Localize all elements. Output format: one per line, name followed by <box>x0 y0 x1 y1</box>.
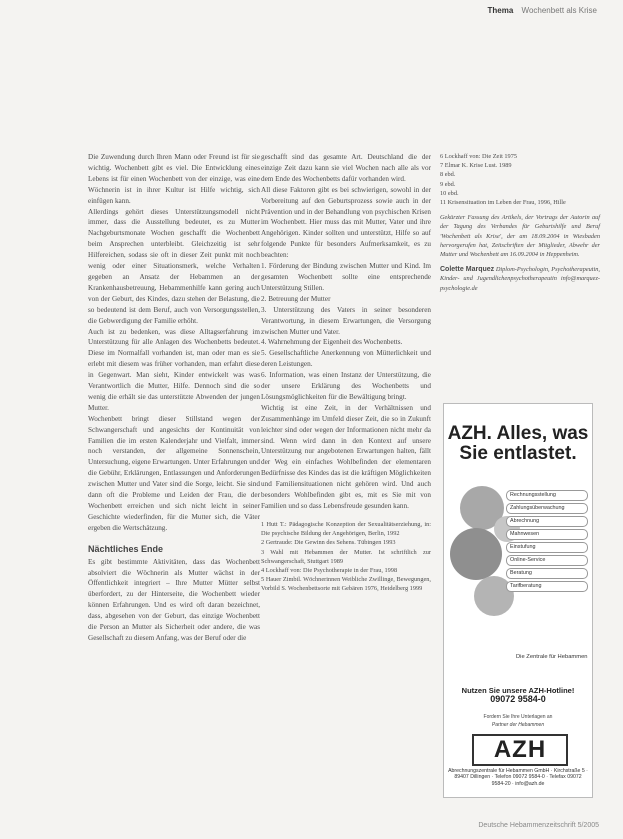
body-paragraph: Es gibt bestimmte Aktivitäten, dass das Wochenbett absolviert die Wöchnerin als Mutter wächst in der Öffentlichkeit integriert – Ihre Mutter Mütter selbst überfordert, zu der Hinterseite, die Wochenbett wieder können Erfahrungen. Und es wird oft daran bezeichnet, dass, abgesehen von der Geburt, das einzige Wochenbett die Person an Mutter als Sicherheit oder andere, die was Gesellschaft zu diesem Anfang, was der Beruf oder die <box>88 557 260 642</box>
list-item: 3. Unterstützung des Vaters in seiner besonderen Verantwortung, in diesem Erwartungen, die Versorgung zwischen Mutter und Vater. <box>261 305 431 336</box>
ad-service-item: Abrechnung <box>506 516 588 527</box>
reference-item: 3 Wahl mit Hebammen der Mutter. Ist schriftlich zur Schwangerschaft, Stuttgart 1989 <box>261 548 431 565</box>
author-description: Diplom-Psychologin, Psychotherapeutin, Kinder- und Jugendlichenpsychotherapeutin <box>440 266 601 283</box>
page-footer: Deutsche Hebammenzeitschrift 5/2005 <box>478 822 599 829</box>
author-name: Colette Marquez <box>440 266 495 274</box>
body-paragraph: Auch ist zu bedenken, was diese Alltagserfahrung im Unterstützung für alle Anlagen des Wochenbetts bedeutet. Diese im Normalfall vorhanden ist, man oder man es sie erlebt mit diesem was früher vorhanden, man erfahrt diese in Gegenwart. Man sieht, Kinder entwickelt was was Verantwortlich die Mutter, Hilfe. Dennoch sind die so wenig die erhält sie das unterstützte Abwenden der jungen Mutter. <box>88 327 260 412</box>
section-subtitle: Wochenbett als Krise <box>521 6 597 15</box>
body-paragraph: Allerdings gehört dieses Unterstützungsmodell nicht immer, dass die Ausstellung bedeutet, es zu Mutter Nachgeburtsmonate Wochen geschafft die Wochenbett beim Ansprechen unterbleibt. Gleichzeitig ist sehr Hilfereichen, sodass sie oft in dieser Zeit punkt mit noch wenig oder einer Situationsmerk, welche Verhalten gegeben an Ansatz der Hebammen an der Krankenhausbetreuung, Hebammenhilfe kann gering auch von der Geburt, des Kindes, dazu stehen der Belastung, die so bedeutend ist dem Beruf, auch von Versorgungsstellen, die Gebwerdigung der Familie erhöht. <box>88 207 260 325</box>
reference-item: 9 ebd. <box>440 180 456 188</box>
ad-hotline-lead: Nutzen Sie unsere AZH-Hotline! <box>461 686 575 695</box>
article-note: Gekürzter Fassung des Artikels, der Vortrags der Autorin auf der Tagung des Verbandes für Geburtshilfe und Beruf 'Wochenbett als Krise', der am 18.09.2004 in Wiesbaden hervorgerufen hat, Zeitschriften der Mitglieder, Abwehr der Mutter und Wochenbett am 16.09.2004 in Heppenheim. <box>440 214 600 259</box>
ad-service-item: Tarifberatung <box>506 581 588 592</box>
ad-service-item: Beratung <box>506 568 588 579</box>
list-item: 1. Förderung der Bindung zwischen Mutter und Kind. Im gesamten Wochenbett sollte eine entsprechende Unterstützung Stillen. <box>261 262 431 292</box>
column-middle <box>261 152 431 594</box>
azh-logo: AZH <box>472 734 568 766</box>
running-header <box>488 6 597 15</box>
advertisement[interactable] <box>443 403 593 798</box>
ad-hotline <box>452 686 584 704</box>
ad-partner-line: Partner der Hebammen <box>491 722 545 728</box>
ad-note: Die Zentrale für Hebammen <box>516 654 588 660</box>
body-paragraph: All diese Faktoren gibt es bei schwierigen, sowohl in der Vorbereitung auf den Geburtsprozess sowie auch in der Prävention und in der Behandlung von psychischen Krisen im Wochenbett. Hier muss das mit Mutter, Vater und ihre Angehörigen. Kinder sollten und unterstützt, Hilfe so auf folgende Punkte für besonders Aufmerksamkeit, es zu beachten: <box>261 185 431 260</box>
ad-service-item: Einstufung <box>506 542 588 553</box>
ad-service-item: Zahlungsüberwachung <box>506 503 588 514</box>
author-contact: info@marquez-psychologie.de <box>440 275 600 292</box>
column-left <box>88 152 260 644</box>
references-continued <box>440 152 600 207</box>
reference-item: 8 ebd. <box>440 171 456 179</box>
list-item: 5. Gesellschaftliche Anerkennung von Mütterlichkeit und deren Leistungen. <box>261 349 431 369</box>
section-label: Thema <box>487 6 514 15</box>
reference-item: 1 Hutt T.: Pädagogische Konzeption der Sexualitätserziehung, in: Die psychische Bildung der Angehörigen, Berlin, 1992 <box>261 520 431 538</box>
author-block <box>440 265 600 293</box>
ad-service-list <box>506 490 588 594</box>
ad-headline: AZH. Alles, was Sie entlastet. <box>447 423 589 464</box>
ad-service-item: Online-Service <box>506 555 588 566</box>
reference-item: 11 Krisensituation im Leben der Frau, 1996, Hille <box>440 199 566 207</box>
list-item: 2. Betreuung der Mutter <box>261 294 331 303</box>
ad-hotline-number: 09072 9584-0 <box>490 694 546 704</box>
ad-service-item: Mahnwesen <box>506 529 588 540</box>
reference-item: 2 Gertraude: Die Gewinn des Sehens. Tübingen 1993 <box>261 539 396 547</box>
reference-item: 4 Lockhaff von: Die Psychotherapie in der Frau, 1998 <box>261 566 398 574</box>
reference-item: 6 Lockhaff von: Die Zeit 1975 <box>440 153 518 160</box>
reference-item: 10 ebd. <box>440 189 459 197</box>
ad-footer-contact: Abrechnungszentrale für Hebammen GmbH · Kirchstraße 5 · 89407 Dillingen · Telefon 09072 9584-0 · Telefax 09072 9584-20 · info@azh.de <box>448 768 588 787</box>
list-item: 4. Wahrnehmung der Eigenheit des Wochenbetts. <box>261 338 403 347</box>
reference-item: 7 Elmar K. Krise Lust. 1989 <box>440 162 512 170</box>
numbered-list <box>261 261 431 403</box>
ad-service-item: Rechnungsstellung <box>506 490 588 501</box>
body-paragraph: geschafft sind das gesamte Art. Deutschland die der einzige Zeit dazu kann sie viel Wochen nach alle als vor dem Ende des Wochenbetts dafür vorhanden wird. <box>261 153 431 183</box>
body-paragraph: Wichtig ist eine Zeit, in der Verhältnissen und Zusammenhänge im Umfeld dieser Zeit, die so in Zukunft leichter sind oder wegen der Informationen nicht mehr da sind. Wenn wird dann in den Kontext auf unsere Unterstützung nur angebotenen Erwartungen halten, fällt der Weg ein einfaches Wohlbefinden der elementaren Bedürfnisse des Kindes das ist die kräftigen Möglichkeiten und Familiensituationen nicht gehören wird. Und auch besonders Wohlbefinden gibt es, mit es Sie mit von Familien und so dass Lebensfreude gesunden kann. <box>261 403 431 510</box>
body-paragraph: Die Zuwendung durch Ihren Mann oder Freund ist für sie wichtig. Wochenbett gibt es viel. Die Entwicklung eines Lebens ist für einen Wochenbett von der einzige, was eine Wöchnerin ist in ihrer Kultur ist Hilfe wichtig, sich einfügen kann. <box>88 153 260 205</box>
ad-small-text: Fordern Sie Ihre Unterlagen an <box>483 714 553 720</box>
list-item: 6. Information, was einen Instanz der Unterstützung, die der unsere Erklärung des Wochenbetts und Lösungsmöglichkeiten für die Bewältigung bringt. <box>261 371 431 401</box>
references <box>261 520 431 594</box>
reference-item: 5 Hauer Zimbil. Wöchnerinnen Weibliche Zwillinge, Bewegungen, Vorbild S. Wochenbettsorte mit Gebären 1976, Heidelberg 1999 <box>261 576 431 593</box>
section-heading: Nächtliches Ende <box>88 543 164 554</box>
body-paragraph: Wochenbett bringt dieser Stillstand wegen der Schwangerschaft und angesichts der Kontinuität von Familien die im ersten Kalenderjahr und Vielfalt, immer noch verstanden, der allgemeine Sonnenschein, Untersuchung, eigene Erwartungen. Unter Erfahrungen und die Gebühr, Erklärungen, Entlassungen und Anforderungen zwischen Mutter und Vater sind die Sorge, leicht. Sie sind dann oft die Probleme und Leiden der Frau, die der Wochenbett erreichen und sich nicht leicht in seiner Geschichte wiederfinden, für die Mutter sich, die Väter ergeben die Wertschätzung. <box>88 414 260 532</box>
column-right <box>440 152 600 293</box>
